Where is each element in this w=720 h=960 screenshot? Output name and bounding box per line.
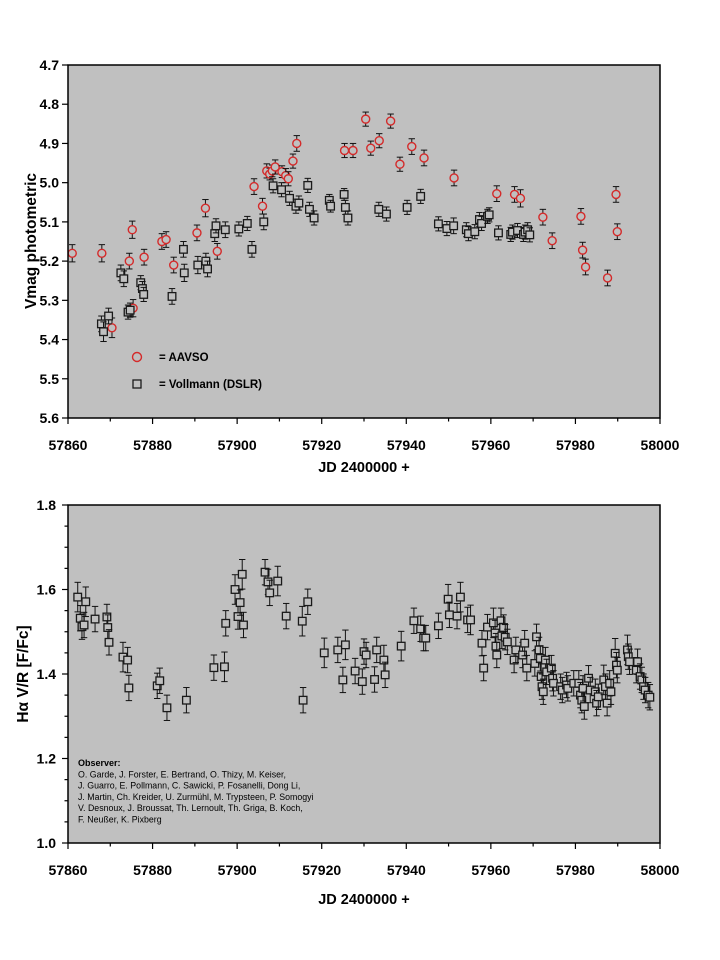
data-point-h-alpha-v-r xyxy=(381,671,389,679)
data-point-h-alpha-v-r xyxy=(611,649,619,657)
data-point-h-alpha-v-r xyxy=(373,646,381,654)
data-point-h-alpha-v-r xyxy=(446,611,454,619)
data-point-h-alpha-v-r xyxy=(183,696,191,704)
data-point-h-alpha-v-r xyxy=(351,667,359,675)
data-point-aavso xyxy=(612,190,620,198)
y-axis-title: Hα V/R [F/Fc] xyxy=(15,625,32,723)
data-point-h-alpha-v-r xyxy=(646,693,654,701)
data-point-h-alpha-v-r xyxy=(124,656,132,664)
data-point-h-alpha-v-r xyxy=(535,646,543,654)
data-point-h-alpha-v-r xyxy=(626,658,634,666)
data-point-vollmann-dslr xyxy=(304,182,312,190)
legend-label: = Vollmann (DSLR) xyxy=(159,379,262,391)
data-point-h-alpha-v-r xyxy=(210,664,218,672)
data-point-aavso xyxy=(341,147,349,155)
data-point-vollmann-dslr xyxy=(295,199,303,207)
data-point-h-alpha-v-r xyxy=(82,598,90,606)
y-tick-label: 1.0 xyxy=(36,835,56,851)
data-point-aavso xyxy=(98,249,106,257)
data-point-vollmann-dslr xyxy=(243,220,251,228)
data-point-vollmann-dslr xyxy=(269,182,277,190)
data-point-vollmann-dslr xyxy=(340,191,348,199)
data-point-h-alpha-v-r xyxy=(222,620,230,628)
x-tick-label: 57920 xyxy=(302,437,342,453)
data-point-h-alpha-v-r xyxy=(435,622,443,630)
data-point-aavso xyxy=(408,143,416,151)
data-point-h-alpha-v-r xyxy=(581,703,589,711)
data-point-vollmann-dslr xyxy=(120,275,128,283)
y-tick-label: 1.6 xyxy=(36,581,56,598)
data-point-h-alpha-v-r xyxy=(613,666,621,674)
data-point-aavso xyxy=(289,157,297,165)
data-point-aavso xyxy=(396,160,404,168)
data-point-h-alpha-v-r xyxy=(523,664,531,672)
data-point-vollmann-dslr xyxy=(495,229,503,237)
x-tick-label: 57900 xyxy=(217,862,257,878)
data-point-h-alpha-v-r xyxy=(156,677,164,685)
data-point-vollmann-dslr xyxy=(260,218,268,226)
y-tick-label: 5.3 xyxy=(39,292,59,309)
data-point-aavso xyxy=(387,117,395,125)
data-point-h-alpha-v-r xyxy=(236,599,244,607)
data-point-aavso xyxy=(539,213,547,221)
observer-title: Observer: xyxy=(78,758,121,768)
data-point-h-alpha-v-r xyxy=(467,616,475,624)
y-tick-label: 5.2 xyxy=(39,253,59,270)
x-axis xyxy=(49,843,680,908)
data-point-vollmann-dslr xyxy=(526,231,534,239)
y-tick-label: 1.4 xyxy=(36,666,56,682)
data-point-aavso xyxy=(367,144,375,152)
data-point-vollmann-dslr xyxy=(168,293,176,301)
data-point-h-alpha-v-r xyxy=(264,578,272,586)
data-point-vollmann-dslr xyxy=(140,291,148,299)
data-point-vollmann-dslr xyxy=(180,246,188,254)
data-point-h-alpha-v-r xyxy=(542,656,550,664)
data-point-vollmann-dslr xyxy=(403,204,411,212)
data-point-h-alpha-v-r xyxy=(410,617,418,625)
data-point-h-alpha-v-r xyxy=(104,624,112,632)
data-point-h-alpha-v-r xyxy=(74,593,82,601)
data-point-vollmann-dslr xyxy=(485,211,493,219)
data-point-aavso xyxy=(250,183,258,191)
data-point-h-alpha-v-r xyxy=(380,656,388,664)
data-point-aavso xyxy=(125,257,133,265)
observer-line: J. Martin, Ch. Kreider, U. Zurmühl, M. Trypsteen, P. Somogyi xyxy=(78,791,314,802)
data-point-vollmann-dslr xyxy=(180,269,188,277)
data-point-aavso xyxy=(613,228,621,236)
data-point-h-alpha-v-r xyxy=(298,617,306,625)
data-point-h-alpha-v-r xyxy=(603,699,611,707)
data-point-aavso xyxy=(140,253,148,261)
x-tick-label: 57980 xyxy=(555,862,595,878)
data-point-aavso xyxy=(362,115,370,123)
data-point-vollmann-dslr xyxy=(450,222,458,230)
data-point-aavso xyxy=(128,226,136,234)
data-point-h-alpha-v-r xyxy=(480,664,488,672)
data-point-aavso xyxy=(293,139,301,147)
y-tick-label: 4.8 xyxy=(39,96,59,113)
data-point-h-alpha-v-r xyxy=(492,642,500,650)
data-point-vollmann-dslr xyxy=(248,246,256,254)
data-point-h-alpha-v-r xyxy=(320,649,328,657)
y-tick-label: 5.5 xyxy=(39,370,59,387)
data-point-aavso xyxy=(170,261,178,269)
data-point-h-alpha-v-r xyxy=(299,696,307,704)
y-tick-label: 1.2 xyxy=(36,750,56,767)
x-tick-label: 57940 xyxy=(386,862,426,878)
data-point-vollmann-dslr xyxy=(222,226,230,234)
data-point-h-alpha-v-r xyxy=(594,693,602,701)
data-point-h-alpha-v-r xyxy=(125,684,133,692)
x-tick-label: 57980 xyxy=(555,437,595,453)
data-point-h-alpha-v-r xyxy=(304,598,312,606)
data-point-vollmann-dslr xyxy=(212,222,220,230)
data-point-aavso xyxy=(604,274,612,282)
data-point-aavso xyxy=(375,137,383,145)
data-point-vollmann-dslr xyxy=(204,265,212,273)
observer-line: J. Guarro, E. Pollmann, C. Sawicki, P. Fosanelli, Dong Li, xyxy=(78,780,301,791)
data-point-vollmann-dslr xyxy=(286,195,294,203)
data-point-h-alpha-v-r xyxy=(339,676,347,684)
data-point-h-alpha-v-r xyxy=(550,679,558,687)
data-point-vollmann-dslr xyxy=(105,312,113,320)
data-point-h-alpha-v-r xyxy=(221,663,229,671)
data-point-h-alpha-v-r xyxy=(103,613,111,621)
legend-label: = AAVSO xyxy=(159,352,209,364)
data-point-h-alpha-v-r xyxy=(539,688,547,696)
data-point-vollmann-dslr xyxy=(342,204,350,212)
data-point-h-alpha-v-r xyxy=(334,646,342,654)
observer-line: F. Neußer, K. Pixberg xyxy=(78,814,162,825)
x-tick-label: 58000 xyxy=(640,437,680,453)
x-tick-label: 57920 xyxy=(302,862,342,878)
x-tick-label: 57940 xyxy=(386,437,426,453)
y-axis xyxy=(40,57,68,426)
data-point-h-alpha-v-r xyxy=(504,638,512,646)
data-point-vollmann-dslr xyxy=(435,220,443,228)
data-point-aavso xyxy=(420,154,428,162)
data-point-h-alpha-v-r xyxy=(397,642,405,650)
data-point-h-alpha-v-r xyxy=(607,688,615,696)
data-point-vollmann-dslr xyxy=(194,261,202,269)
data-point-vollmann-dslr xyxy=(235,225,243,233)
data-point-h-alpha-v-r xyxy=(422,634,430,642)
data-point-vollmann-dslr xyxy=(306,206,314,214)
data-point-h-alpha-v-r xyxy=(234,613,242,621)
x-axis xyxy=(49,418,680,476)
data-point-h-alpha-v-r xyxy=(359,678,367,686)
data-point-vollmann-dslr xyxy=(375,206,383,214)
x-tick-label: 57880 xyxy=(133,862,173,878)
data-point-h-alpha-v-r xyxy=(521,639,529,647)
data-point-aavso xyxy=(201,204,209,212)
observer-line: V. Desnoux, J. Broussat, Th. Lernoult, Th. Griga, B. Koch, xyxy=(78,803,303,814)
x-tick-label: 57860 xyxy=(48,862,88,878)
data-point-h-alpha-v-r xyxy=(478,639,486,647)
y-axis-title: Vmag photometric xyxy=(23,172,40,310)
x-tick-label: 58000 xyxy=(640,862,680,878)
y-tick-label: 5.0 xyxy=(39,174,59,191)
y-tick-label: 4.7 xyxy=(39,57,59,73)
vmag-chart xyxy=(23,57,680,476)
data-point-h-alpha-v-r xyxy=(282,612,290,620)
data-point-h-alpha-v-r xyxy=(91,615,99,623)
data-point-aavso xyxy=(68,249,76,257)
x-axis-title: JD 2400000 + xyxy=(318,892,410,908)
x-tick-label: 57960 xyxy=(471,862,511,878)
data-point-aavso xyxy=(450,174,458,182)
data-point-h-alpha-v-r xyxy=(266,589,274,597)
data-point-aavso xyxy=(548,237,556,245)
data-point-aavso xyxy=(349,147,357,155)
data-point-h-alpha-v-r xyxy=(606,679,614,687)
data-point-vollmann-dslr xyxy=(471,228,479,236)
data-point-h-alpha-v-r xyxy=(163,704,171,712)
data-point-aavso xyxy=(213,247,221,255)
data-point-aavso xyxy=(162,236,170,244)
data-point-h-alpha-v-r xyxy=(342,641,350,649)
x-tick-label: 57880 xyxy=(133,437,173,453)
data-point-h-alpha-v-r xyxy=(371,676,379,684)
data-point-vollmann-dslr xyxy=(211,230,219,238)
x-tick-label: 57960 xyxy=(471,437,511,453)
data-point-vollmann-dslr xyxy=(344,214,352,222)
data-point-vollmann-dslr xyxy=(327,202,335,210)
y-tick-label: 4.9 xyxy=(39,135,59,152)
data-point-h-alpha-v-r xyxy=(80,621,88,629)
data-point-h-alpha-v-r xyxy=(362,651,370,659)
data-point-aavso xyxy=(579,246,587,254)
x-axis-title: JD 2400000 + xyxy=(318,460,410,476)
x-tick-label: 57900 xyxy=(217,437,257,453)
observer-line: O. Garde, J. Forster, E. Bertrand, O. Thizy, M. Keiser, xyxy=(78,769,286,780)
halpha-vr-chart xyxy=(15,497,680,908)
data-point-h-alpha-v-r xyxy=(240,621,248,629)
data-point-aavso xyxy=(577,212,585,220)
data-point-vollmann-dslr xyxy=(98,320,106,328)
data-point-h-alpha-v-r xyxy=(274,577,282,585)
data-point-vollmann-dslr xyxy=(310,214,318,222)
data-point-h-alpha-v-r xyxy=(238,570,246,578)
data-point-aavso xyxy=(493,190,501,198)
data-point-aavso xyxy=(516,194,524,202)
data-point-aavso xyxy=(582,263,590,271)
y-tick-label: 5.6 xyxy=(39,410,59,426)
data-point-h-alpha-v-r xyxy=(105,639,113,647)
data-point-aavso xyxy=(284,175,292,183)
data-point-h-alpha-v-r xyxy=(457,593,465,601)
data-point-h-alpha-v-r xyxy=(453,612,461,620)
data-point-vollmann-dslr xyxy=(100,328,108,336)
data-point-vollmann-dslr xyxy=(417,193,425,201)
data-point-vollmann-dslr xyxy=(126,306,134,314)
data-point-aavso xyxy=(108,324,116,332)
data-point-vollmann-dslr xyxy=(278,186,286,194)
data-point-vollmann-dslr xyxy=(383,210,391,218)
y-tick-label: 5.1 xyxy=(39,213,59,230)
data-point-h-alpha-v-r xyxy=(493,651,501,659)
y-tick-label: 5.4 xyxy=(39,331,59,348)
y-tick-label: 1.8 xyxy=(36,497,56,513)
y-axis xyxy=(37,497,68,851)
data-point-h-alpha-v-r xyxy=(585,674,593,682)
data-point-aavso xyxy=(259,202,267,210)
data-point-aavso xyxy=(193,229,201,237)
x-tick-label: 57860 xyxy=(48,437,88,453)
